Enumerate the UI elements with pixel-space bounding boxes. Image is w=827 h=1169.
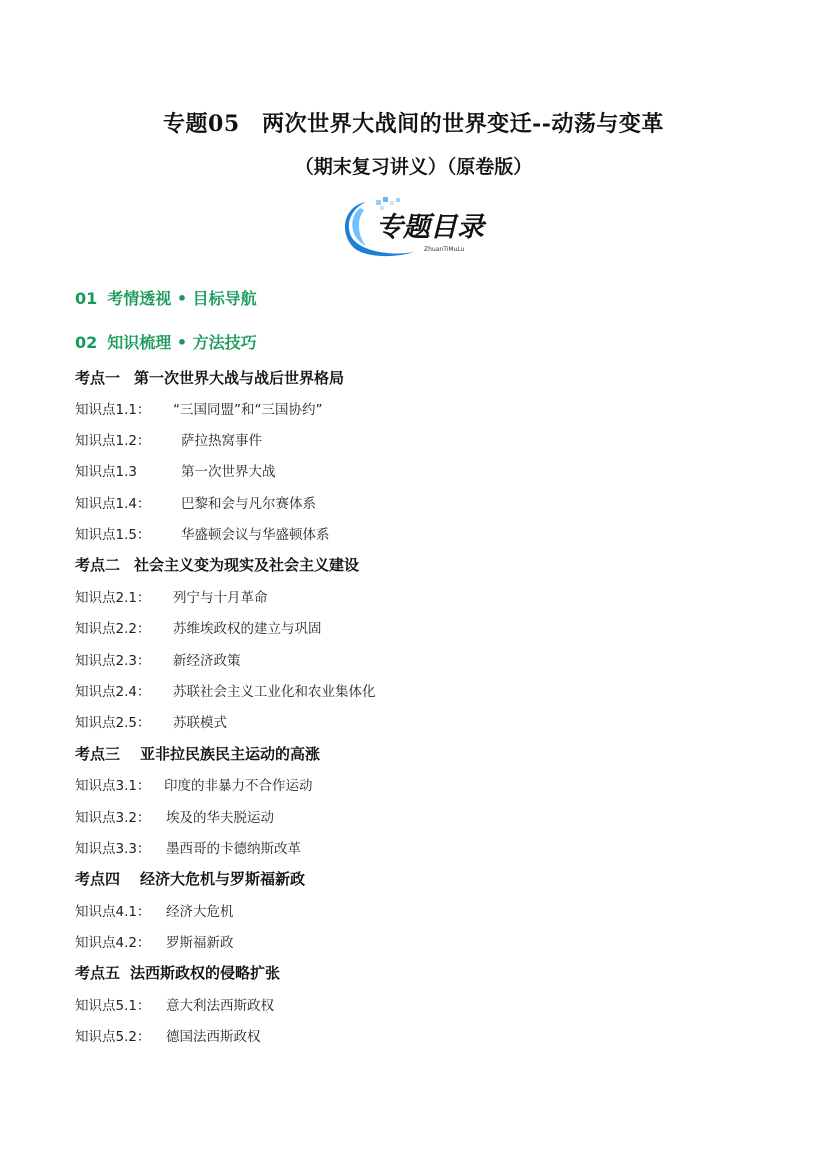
document-title: 专题05 两次世界大战间的世界变迁--动荡与变革 — [163, 111, 664, 137]
zhishidian-item — [75, 1025, 261, 1045]
kaodian-title: 法西斯政权的侵略扩张 — [130, 964, 281, 982]
zhishidian-title: 华盛顿会议与华盛顿体系 — [181, 527, 330, 543]
kaodian-label: 考点三 — [75, 745, 121, 763]
zhishidian-item — [75, 492, 316, 512]
zhishidian-title: “三国同盟”和“三国协约” — [173, 402, 323, 418]
zhishidian-item — [75, 680, 376, 700]
kaodian-title: 经济大危机与罗斯福新政 — [140, 870, 306, 888]
zhishidian-label: 知识点2.3： — [75, 653, 151, 669]
section-number: 01 — [75, 289, 98, 308]
zhishidian-item — [75, 774, 313, 794]
zhishidian-title: 第一次世界大战 — [181, 464, 276, 480]
kaodian-heading — [75, 367, 344, 388]
zhishidian-label: 知识点2.2： — [75, 621, 151, 637]
section-label: 考情透视 • 目标导航 — [107, 289, 257, 308]
zhishidian-label: 知识点3.1： — [75, 778, 151, 794]
zhishidian-item — [75, 398, 323, 418]
logo-subtext: ZhuanTiMuLu — [424, 246, 465, 253]
kaodian-heading — [75, 962, 280, 983]
zhishidian-item — [75, 900, 234, 920]
kaodian-title: 第一次世界大战与战后世界格局 — [134, 369, 345, 387]
kaodian-label: 考点一 — [75, 369, 121, 387]
zhishidian-title: 苏联模式 — [173, 715, 227, 731]
zhishidian-label: 知识点1.2： — [75, 433, 151, 449]
zhishidian-label: 知识点1.5： — [75, 527, 151, 543]
zhishidian-label: 知识点2.5： — [75, 715, 151, 731]
zhishidian-title: 苏维埃政权的建立与巩固 — [173, 621, 322, 637]
zhishidian-title: 萨拉热窝事件 — [181, 433, 262, 449]
zhishidian-label: 知识点1.4： — [75, 496, 151, 512]
zhishidian-title: 经济大危机 — [166, 904, 234, 920]
zhishidian-label: 知识点4.2： — [75, 935, 151, 951]
zhishidian-title: 巴黎和会与凡尔赛体系 — [181, 496, 316, 512]
section-heading — [75, 330, 257, 353]
kaodian-heading — [75, 554, 359, 575]
zhishidian-label: 知识点1.1： — [75, 402, 151, 418]
document-subtitle: （期末复习讲义）（原卷版） — [294, 156, 533, 178]
zhishidian-item — [75, 711, 227, 731]
zhishidian-label: 知识点2.4： — [75, 684, 151, 700]
logo-text: 专题目录 — [376, 212, 484, 243]
zhishidian-item — [75, 429, 262, 449]
kaodian-title: 亚非拉民族民主运动的高涨 — [140, 745, 321, 763]
section-label: 知识梳理 • 方法技巧 — [107, 333, 257, 352]
kaodian-heading — [75, 743, 320, 764]
kaodian-label: 考点二 — [75, 556, 121, 574]
zhishidian-label: 知识点2.1： — [75, 590, 151, 606]
zhishidian-item — [75, 931, 234, 951]
zhishidian-item — [75, 586, 268, 606]
zhishidian-item — [75, 649, 241, 669]
zhishidian-title: 意大利法西斯政权 — [166, 998, 274, 1014]
zhishidian-title: 新经济政策 — [173, 653, 241, 669]
zhishidian-item — [75, 837, 301, 857]
zhishidian-item — [75, 523, 330, 543]
kaodian-title: 社会主义变为现实及社会主义建设 — [134, 556, 360, 574]
zhishidian-title: 列宁与十月革命 — [173, 590, 268, 606]
zhishidian-label: 知识点3.2： — [75, 810, 151, 826]
zhishidian-title: 印度的非暴力不合作运动 — [164, 778, 313, 794]
section-heading — [75, 286, 257, 309]
section-number: 02 — [75, 333, 98, 352]
zhishidian-label: 知识点1.3 — [75, 464, 137, 480]
zhishidian-label: 知识点5.2： — [75, 1029, 151, 1045]
zhishidian-label: 知识点3.3： — [75, 841, 151, 857]
topic-catalog-logo — [336, 194, 492, 260]
zhishidian-title: 埃及的华夫脱运动 — [166, 810, 274, 826]
zhishidian-item — [75, 617, 322, 637]
zhishidian-title: 墨西哥的卡德纳斯改革 — [166, 841, 301, 857]
zhishidian-item — [75, 994, 274, 1014]
zhishidian-item — [75, 460, 276, 480]
zhishidian-title: 罗斯福新政 — [166, 935, 234, 951]
kaodian-label: 考点五 — [75, 964, 121, 982]
kaodian-label: 考点四 — [75, 870, 121, 888]
kaodian-heading — [75, 868, 305, 889]
zhishidian-title: 德国法西斯政权 — [166, 1029, 261, 1045]
zhishidian-label: 知识点4.1： — [75, 904, 151, 920]
zhishidian-title: 苏联社会主义工业化和农业集体化 — [173, 684, 376, 700]
zhishidian-label: 知识点5.1： — [75, 998, 151, 1014]
zhishidian-item — [75, 806, 274, 826]
